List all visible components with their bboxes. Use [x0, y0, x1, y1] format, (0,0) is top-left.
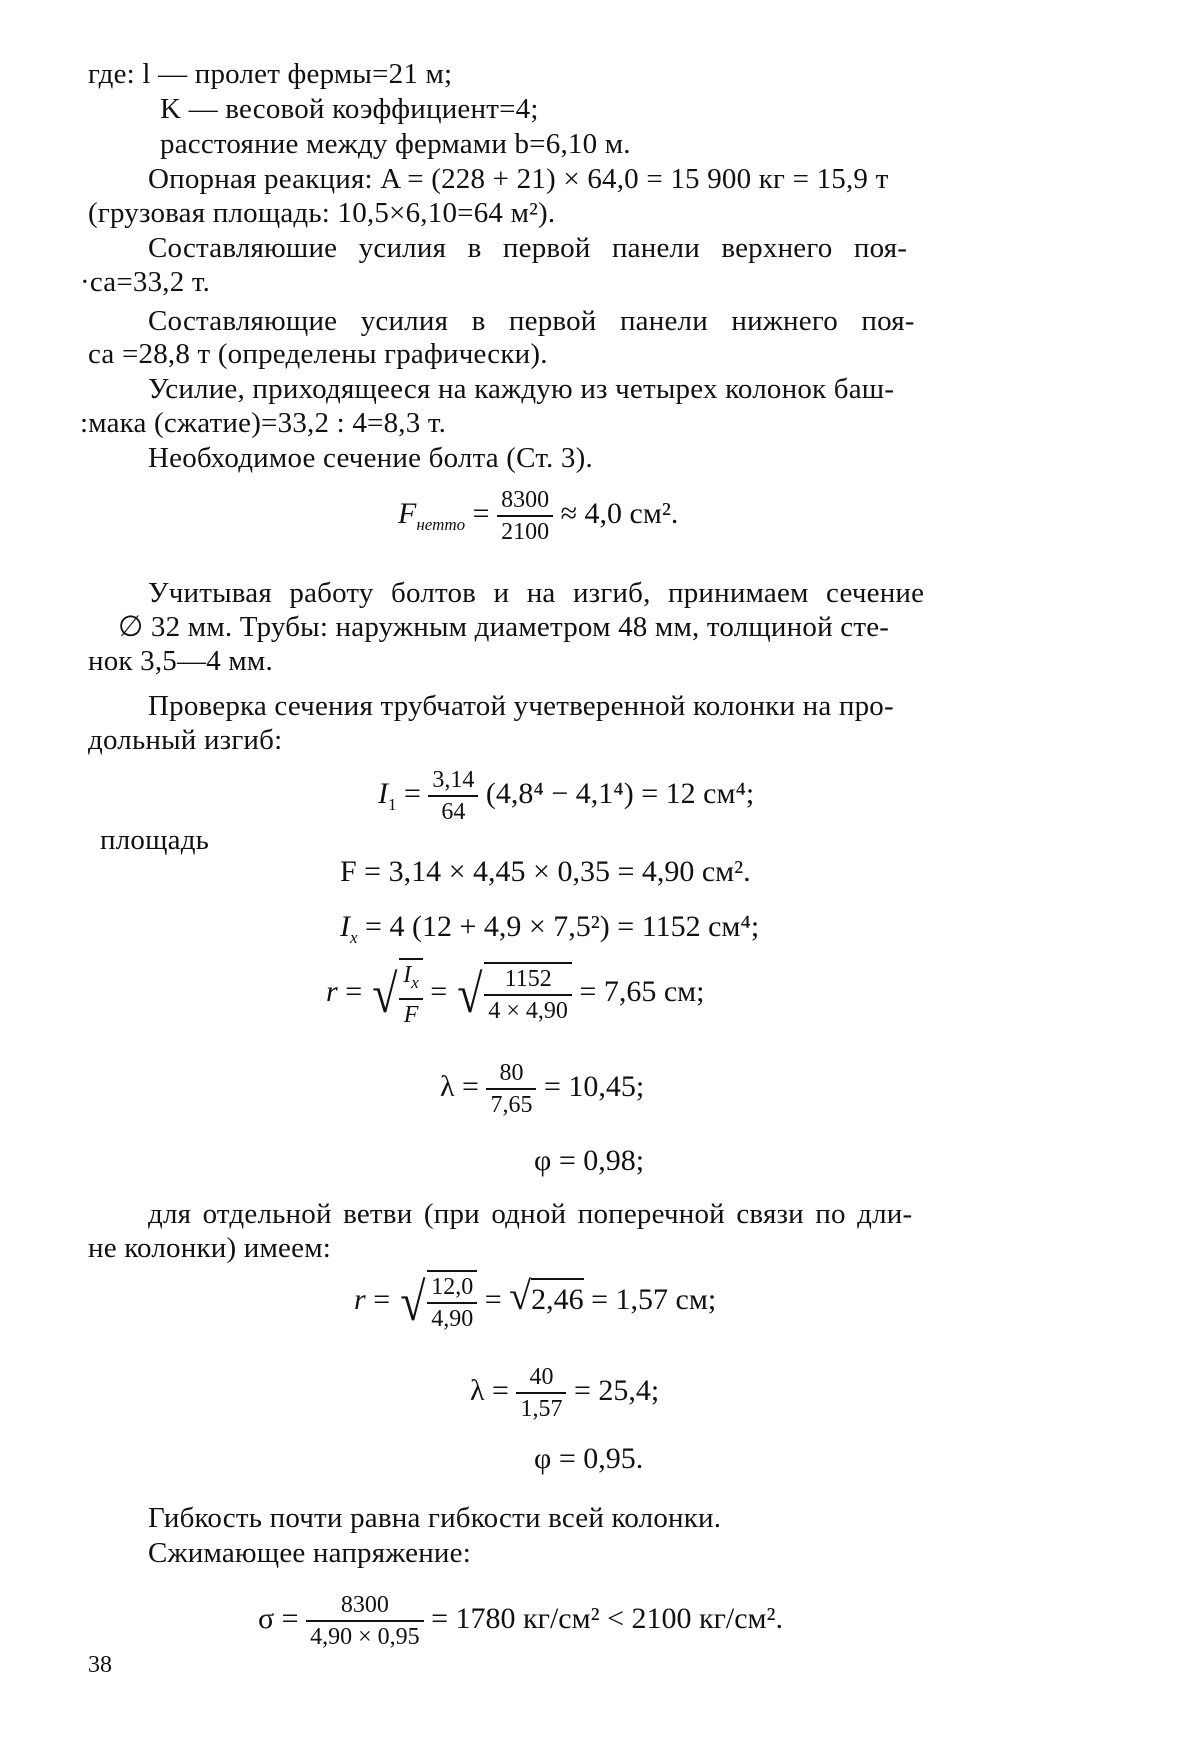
denominator: 4 × 4,90 — [488, 997, 568, 1024]
denominator: 2100 — [501, 519, 550, 545]
text-line: для отдельной ветви (при одной поперечной связи по дли- — [148, 1198, 913, 1230]
text-line: дольный изгиб: — [88, 724, 283, 756]
text-line: не колонки) имеем: — [88, 1232, 332, 1264]
radicand: 2,46 — [531, 1278, 584, 1319]
text-line: Учитывая работу болтов и на изгиб, принимаем сечение — [148, 577, 925, 609]
text-line: Составляющие усилия в первой панели нижнего поя- — [148, 305, 915, 337]
fraction — [497, 485, 553, 547]
numerator: 8300 — [497, 485, 553, 517]
denominator: 64 — [441, 799, 466, 825]
numerator: 40 — [516, 1362, 566, 1394]
formula-subscript: 1 — [388, 794, 397, 814]
numerator: 3,14 — [428, 765, 478, 797]
text-line: Опорная реакция: A = (228 + 21) × 64,0 = 15 900 кг = 15,9 т — [148, 163, 889, 195]
formula-symbol: I — [340, 910, 350, 943]
numerator: 8300 — [306, 1590, 424, 1622]
formula-lambda-2: λ = $\frac{40}{1,57}$ = 25,4; — [470, 1364, 660, 1422]
fraction — [516, 1362, 566, 1424]
formula-r-branch: r = √ $\frac{12,0}{4,90}$ = √2,46 = 1,57 см; — [354, 1272, 717, 1332]
formula-f-area: F = 3,14 × 4,45 × 0,35 = 4,90 см². — [340, 855, 751, 888]
numerator: 80 — [486, 1058, 536, 1090]
denominator: 4,90 × 0,95 — [310, 1624, 420, 1650]
sqrt-icon: √ — [456, 963, 483, 1024]
fraction — [399, 958, 423, 1030]
text-line: нок 3,5—4 мм. — [88, 645, 273, 677]
text-line: K — весовой коэффициент=4; — [160, 93, 539, 125]
fraction — [306, 1590, 424, 1652]
numerator: $I_x$ — [399, 960, 423, 1000]
formula-rhs: = 1780 кг/см² < 2100 кг/см². — [431, 1601, 783, 1635]
denominator: F — [403, 1001, 419, 1028]
fraction — [484, 962, 572, 1026]
formula-rhs: = 4 (12 + 4,9 × 7,5²) = 1152 см⁴; — [365, 910, 760, 943]
text-line: Проверка сечения трубчатой учетверенной колонки на про- — [148, 690, 894, 722]
fraction — [428, 765, 478, 827]
page-number: 38 — [88, 1652, 112, 1678]
text-line: ∅ 32 мм. Трубы: наружным диаметром 48 мм, толщиной сте- — [118, 611, 890, 643]
formula-rhs: = 1,57 см; — [591, 1282, 717, 1316]
fraction — [427, 1270, 477, 1334]
formula-rhs: = 7,65 см; — [579, 974, 705, 1008]
text-line: площадь — [100, 824, 210, 856]
formula-subscript: нетто — [416, 514, 466, 534]
formula-symbol: I — [378, 776, 388, 810]
text-line: са =28,8 т (определены графически). — [88, 338, 548, 370]
text-line: где: l — пролет фермы=21 м; — [88, 58, 453, 90]
denominator: 1,57 — [520, 1396, 563, 1422]
formula-rhs: ≈ 4,0 см². — [560, 496, 679, 530]
formula-f-netto: $F_{нетто}$ = $\frac{8300}{2100}$ ≈ 4,0 см². — [398, 487, 679, 545]
formula-lambda-1: λ = $\frac{80}{7,65}$ = 10,45; — [440, 1060, 645, 1118]
text-line: Усилие, приходящееся на каждую из четырех колонок баш- — [148, 373, 895, 405]
text-line: Сжимающее напряжение: — [148, 1537, 471, 1569]
formula-rhs: (4,8⁴ − 4,1⁴) = 12 см⁴; — [485, 776, 755, 810]
formula-i1: $I_1$ = $\frac{3,14}{64}$ (4,8⁴ − 4,1⁴) = 12 см⁴; — [378, 767, 755, 825]
formula-ix — [340, 908, 759, 957]
formula-phi-2: φ = 0,95. — [534, 1442, 644, 1475]
formula-symbol: F — [398, 496, 417, 530]
text-line: :мака (сжатие)=33,2 : 4=8,3 т. — [80, 407, 447, 439]
text-line: Составляюшие усилия в первой панели верхнего поя- — [148, 232, 908, 264]
denominator: 4,90 — [431, 1306, 474, 1332]
sqrt-icon: √ — [371, 963, 398, 1024]
formula-r-total: r = √ $\frac{I_x}{F}$ = √ $\frac{1152}{4 \times 4,90}$ = 7,65 см; — [326, 958, 704, 1030]
sqrt-icon: √ — [509, 1272, 532, 1318]
formula-rhs: = 10,45; — [543, 1069, 645, 1103]
formula-rhs: = 25,4; — [573, 1373, 660, 1407]
text-line: расстояние между фермами b=6,10 м. — [160, 128, 631, 160]
text-line: Необходимое сечение болта (Ст. 3). — [148, 442, 593, 474]
text-line: (грузовая площадь: 10,5×6,10=64 м²). — [88, 197, 556, 229]
fraction — [486, 1058, 536, 1120]
numerator: 1152 — [484, 964, 572, 996]
text-line: ·са=33,2 т. — [80, 266, 211, 298]
formula-sigma: σ = $\frac{8300}{4,90 \times 0,95}$ = 1780 кг/см² < 2100 кг/см². — [258, 1592, 783, 1650]
denominator: 7,65 — [490, 1092, 533, 1118]
formula-subscript: x — [350, 928, 358, 947]
text-line: Гибкость почти равна гибкости всей колонки. — [148, 1502, 722, 1534]
numerator: 12,0 — [427, 1272, 477, 1304]
formula-phi-1: φ = 0,98; — [534, 1144, 645, 1177]
sqrt-icon: √ — [399, 1272, 426, 1332]
